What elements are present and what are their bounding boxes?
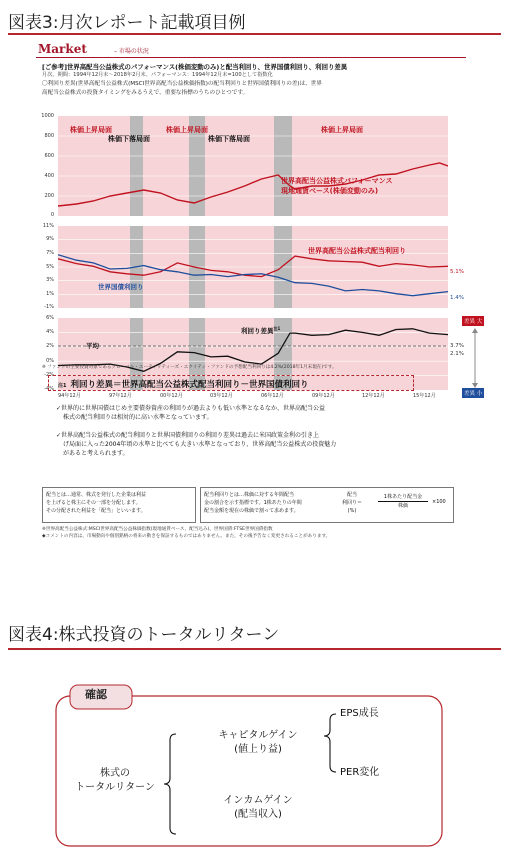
x-tick: 94年12月 [58,393,81,399]
figure-4-title: 図表4:株式投資のトータルリターン [8,625,280,645]
decline-shade [274,116,292,216]
x-tick: 09年12月 [312,393,335,399]
income-gain-line-1: インカムゲイン [223,795,293,806]
y-tick: 800 [44,133,54,139]
confirm-label: 確認 [85,688,107,701]
formula-numerator: 1株あたり配当金 [378,493,428,502]
total-return-line-2: トータルリターン [75,782,155,793]
series-label-line-1: 世界高配当公益株式パフォーマンス [281,177,393,185]
y-tick: 9% [46,236,54,242]
dividend-yield-definition-line-2: 金の割合を示す指標です。1株あたりの年間 [204,500,302,506]
total-return-line-1: 株式の [100,768,130,779]
side-label-small: 差異 小 [462,388,484,398]
bullet-2-line-1: ✓世界高配当公益株式の配当利回りと世界国債利回りの利回り差異は過去に米国政策金利の引き上 [56,432,320,439]
chart-heading: [ご参考]世界高配当公益株式のパフォーマンス(株価変動のみ)と配当利回り、世界国債利回り、利回り差異 [42,63,348,71]
y-tick: 6% [46,315,54,321]
annotation-down-2: 株価下落局面 [208,135,250,143]
yield-plot [58,226,448,308]
y-tick: 1000 [41,113,54,119]
capital-gain-node [198,729,318,757]
y-tick: -4% [44,386,54,392]
figure-3-title: 図表3:月次レポート記載項目例 [8,13,246,33]
formula-lhs-line-3: (%) [347,508,357,514]
market-title: Market [38,42,87,56]
performance-plot [58,116,448,216]
dividend-definition-line-3: その分配された利益を「配当」といいます。 [46,508,146,514]
eps-growth-node: EPS成長 [340,708,379,719]
bullet-1 [56,404,416,422]
x-tick: 97年12月 [109,393,132,399]
disclaimer-note: ◆コメントの内容は、市場動向や個別銘柄の将来の動きを保証するものではありません。また、その後予告なく変更されることがあります。 [42,534,331,539]
spread-label-text: 利回り差異 [241,327,274,336]
y-tick: 11% [42,223,54,229]
chart-period: 月次、期間：1994年12月末～2018年2月末、パフォーマンス：1994年12月末=100として指数化 [42,72,273,78]
formula-multiplier: ×100 [432,499,446,505]
bullet-1-line-1: ✓世界的に世界国債はじめ主要債券資産の利回りが過去よりも低い水準となるなか、世界高配当公益 [56,405,326,412]
chart-note [42,80,322,98]
income-gain-node [198,794,318,822]
performance-chart [41,113,451,218]
spread-average-value: 2.1% [450,351,464,357]
bullet-1-line-2: 株式の配当利回りは相対的に高い水準となっています。 [63,414,213,421]
annotation-up-2: 株価上昇局面 [166,126,208,134]
y-tick: 2% [46,343,54,349]
spread-label [241,326,280,335]
capital-gain-line-2: (値上り益) [234,744,282,755]
y-tick: -1% [44,304,54,310]
yield-chart [42,223,464,310]
bullet-2-line-3: があると考えられます。 [63,450,129,457]
x-tick: 15年12月 [413,393,436,399]
dividend-definition-line-2: を上げると株主にその一部を分配します。 [46,500,141,506]
source-note: ※世界高配当公益株式:MSCI世界高配当公益株価指数(現地通貨ベース、配当込み)、世界国債:FTSE世界国債指数 [42,527,273,532]
chart-note-line-1: 〇利回り差異(世界高配当公益株式(MSCI世界高配当公益株価指数)の配当利回りと世界国債利回りの差)は、世界 [42,81,322,87]
annotation-up-3: 株価上昇局面 [321,126,363,134]
spread-end-value: 3.7% [450,343,464,349]
capital-gain-line-1: キャピタルゲイン [218,730,298,741]
y-tick: 0 [50,212,54,218]
bullet-2-line-2: げ局面に入った2004年頃の水準と比べても大きい水準となっており、世界高配当公益株式の投資魅力 [63,441,337,448]
market-subtitle: – 市場の状況 [114,48,149,55]
y-tick: 3% [46,277,54,283]
figure-3-rule [8,33,501,35]
income-gain-line-2: (配当収入) [234,809,282,820]
formula-lhs-line-2: 利回り＝ [342,500,363,506]
chart-footnote: ※ ファンドの主要投資対象であるグローバル・ユーティリティーズ・エクイティ・ファンドの予想配当利回りは4.2%(2018年1月末現在)です。 [42,365,337,370]
x-tick: 06年12月 [261,393,284,399]
y-tick: 4% [46,329,54,335]
dividend-yield-definition [204,491,302,515]
y-tick: 400 [44,173,54,179]
spread-label-note: 注1 [273,326,281,331]
bond-yield-end-value: 1.4% [450,295,464,301]
y-tick: -2% [44,372,54,378]
definition-highlight [58,378,309,390]
y-tick: 200 [44,193,54,199]
formula-lhs [342,491,362,515]
series-label-line-2: 現地通貨ベース(株価変動のみ) [281,187,379,195]
average-label: 平均 [86,342,99,350]
total-return-node [70,767,160,795]
bullet-2 [56,431,416,458]
formula-lhs-line-1: 配当 [347,492,358,498]
range-arrow [470,328,480,388]
dividend-definition [46,491,146,515]
y-tick: 0% [46,358,54,364]
y-tick: 5% [46,264,54,270]
formula-fraction [378,493,428,510]
dividend-yield-definition-line-3: 配当金額を現在の株価で割って求めます。 [204,508,299,514]
dividend-yield-label: 世界高配当公益株式配当利回り [308,247,406,255]
y-tick: 7% [46,250,54,256]
bond-yield-label: 世界国債利回り [98,283,144,291]
x-tick: 03年12月 [210,393,233,399]
decline-shade [130,116,143,216]
y-tick: 600 [44,153,54,159]
side-label-large: 差異 大 [462,316,484,326]
plot-background [58,116,448,216]
dividend-definition-line-1: 配当とは…通常、株式を発行した企業は利益 [46,492,147,498]
chart-note-line-2: 高配当公益株式の投資タイミングをみるうえで、重要な指標のうちのひとつです。 [42,90,249,96]
root-brace [164,734,176,834]
market-rule [36,57,466,58]
per-change-node: PER変化 [340,767,380,778]
note-number: 注1 [58,383,67,389]
y-tick: 1% [46,291,54,297]
dividend-yield-end-value: 5.1% [450,269,464,275]
annotation-up-1: 株価上昇局面 [70,126,112,134]
monthly-report-sample [36,42,483,542]
definition-formula: 利回り差異＝世界高配当公益株式配当利回り－世界国債利回り [70,380,309,390]
dividend-yield-definition-line-1: 配当利回りとは…株価に対する年間配当 [204,492,295,498]
capital-brace [324,714,336,772]
x-tick: 00年12月 [160,393,183,399]
annotation-down-1: 株価下落局面 [108,135,150,143]
figure-4-rule [8,648,501,650]
x-tick: 12年12月 [362,393,385,399]
formula-denominator: 株価 [397,503,408,509]
